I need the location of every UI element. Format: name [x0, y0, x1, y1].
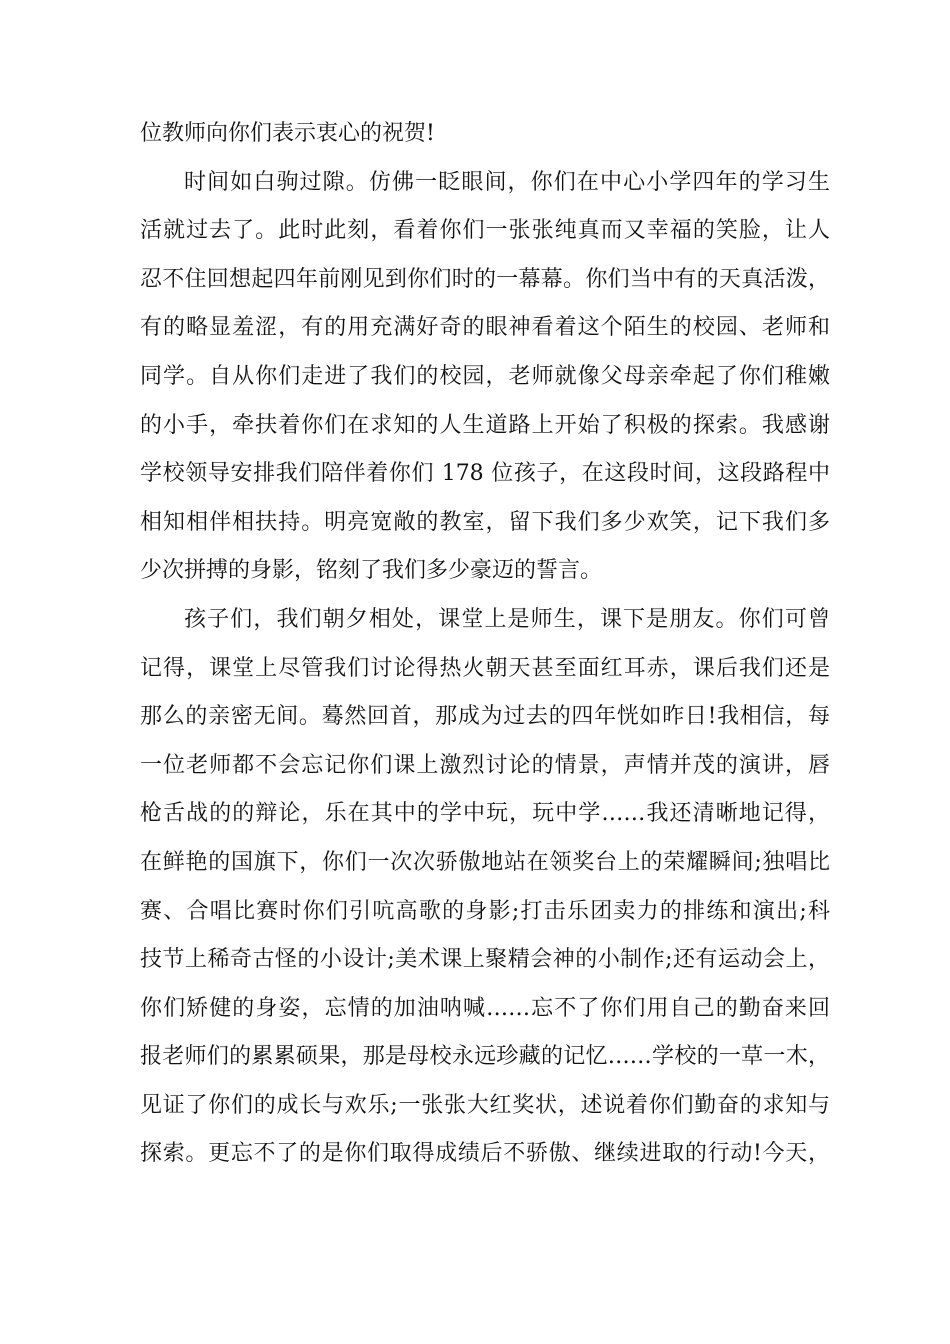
text-line: 赛、合唱比赛时你们引吭高歌的身影;打击乐团卖力的排练和演出;科	[140, 898, 830, 924]
body-text	[140, 110, 830, 1179]
text-line: 你们矫健的身姿，忘情的加油呐喊……忘不了你们用自己的勤奋来回	[140, 995, 830, 1021]
text-line: 技节上稀奇古怪的小设计;美术课上聚精会神的小制作;还有运动会上，	[140, 947, 830, 973]
text-line: 活就过去了。此时此刻，看着你们一张张纯真而又幸福的笑脸，让人	[140, 218, 830, 244]
text-line: 枪舌战的的辩论，乐在其中的学中玩，玩中学……我还清晰地记得，	[140, 801, 830, 827]
text-line: 忍不住回想起四年前刚见到你们时的一幕幕。你们当中有的天真活泼，	[140, 266, 830, 292]
text-line: 那么的亲密无间。蓦然回首，那成为过去的四年恍如昨日!我相信，每	[140, 704, 830, 730]
paragraph-start-line: 时间如白驹过隙。仿佛一眨眼间，你们在中心小学四年的学习生	[184, 169, 830, 195]
text-line: 少次拼搏的身影，铭刻了我们多少豪迈的誓言。	[140, 558, 603, 584]
text-line: 的小手，牵扶着你们在求知的人生道路上开始了积极的探索。我感谢	[140, 412, 830, 438]
paragraph-start-line: 孩子们，我们朝夕相处，课堂上是师生，课下是朋友。你们可曾	[184, 606, 830, 632]
text-line: 记得，课堂上尽管我们讨论得热火朝天甚至面红耳赤，课后我们还是	[140, 655, 830, 681]
text-line: 学校领导安排我们陪伴着你们 178 位孩子，在这段时间，这段路程中	[140, 461, 830, 487]
text-line: 探索。更忘不了的是你们取得成绩后不骄傲、继续进取的行动!今天，	[140, 1141, 830, 1167]
text-line: 同学。自从你们走进了我们的校园，老师就像父母亲牵起了你们稚嫩	[140, 363, 830, 389]
text-line: 见证了你们的成长与欢乐;一张张大红奖状，述说着你们勤奋的求知与	[140, 1092, 830, 1118]
text-line: 位教师向你们表示衷心的祝贺!	[140, 121, 435, 146]
text-line: 报老师们的累累硕果，那是母校永远珍藏的记忆……学校的一草一木，	[140, 1044, 830, 1070]
text-line: 有的略显羞涩，有的用充满好奇的眼神看着这个陌生的校园、老师和	[140, 315, 830, 341]
text-line: 相知相伴相扶持。明亮宽敞的教室，留下我们多少欢笑，记下我们多	[140, 509, 830, 535]
text-line: 一位老师都不会忘记你们课上激烈讨论的情景，声情并茂的演讲，唇	[140, 752, 830, 778]
text-line: 在鲜艳的国旗下，你们一次次骄傲地站在领奖台上的荣耀瞬间;独唱比	[140, 849, 830, 875]
